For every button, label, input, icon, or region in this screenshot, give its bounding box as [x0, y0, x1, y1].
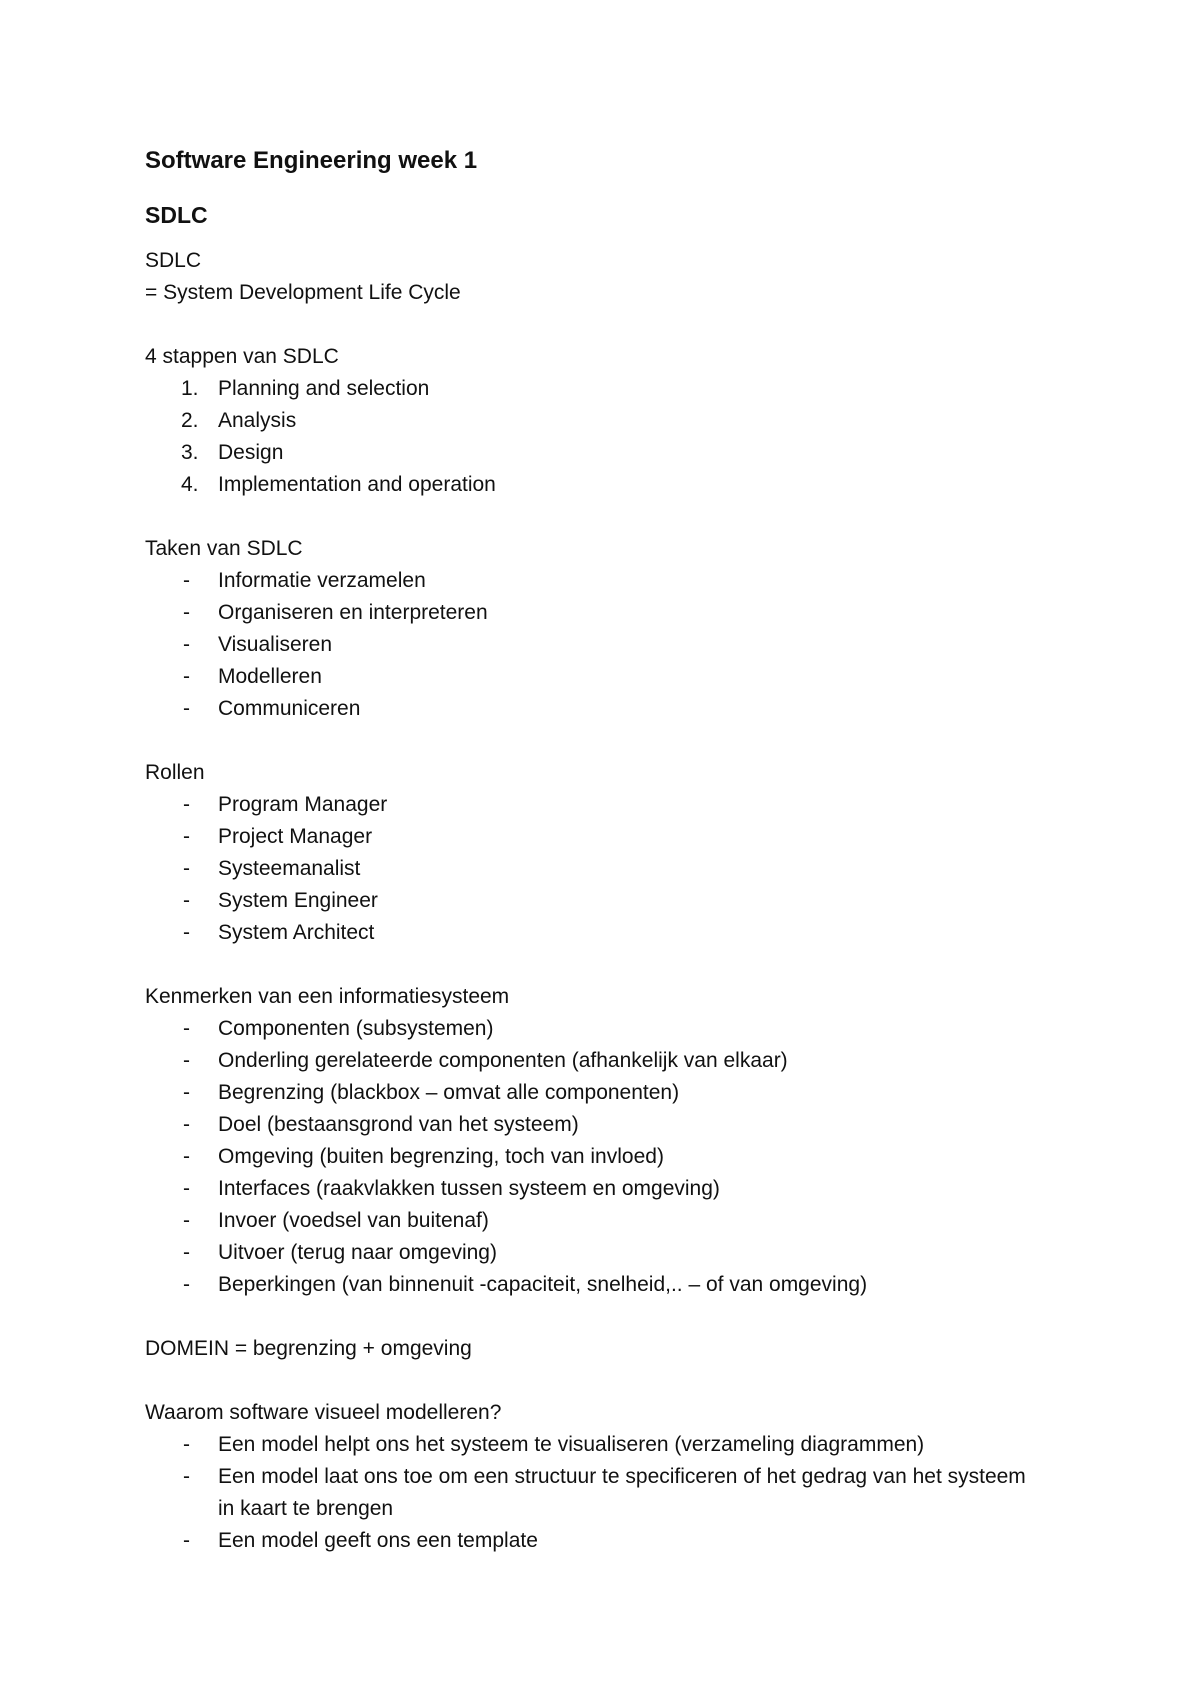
list-item-text: Visualiseren: [218, 633, 333, 656]
list-marker: -: [183, 857, 190, 880]
list-item: [145, 1525, 1045, 1557]
list-item: [145, 853, 1045, 885]
list-item: [145, 917, 1045, 949]
characteristics-heading: Kenmerken van een informatiesysteem: [145, 985, 510, 1008]
list-item-text: Informatie verzamelen: [218, 569, 426, 592]
list-item: [145, 789, 1045, 821]
list-marker: -: [183, 1177, 190, 1200]
list-marker: -: [183, 825, 190, 848]
list-item: [145, 1077, 1045, 1109]
spacer: [145, 1301, 1045, 1333]
list-item: [145, 597, 1045, 629]
list-marker: -: [183, 1465, 190, 1488]
list-item-text: Omgeving (buiten begrenzing, toch van invloed): [218, 1145, 664, 1168]
list-marker: -: [183, 1241, 190, 1264]
list-marker: 3.: [181, 441, 199, 464]
list-item: [145, 405, 1045, 437]
list-marker: -: [183, 665, 190, 688]
list-item-text: Project Manager: [218, 825, 373, 848]
tasks-heading: Taken van SDLC: [145, 537, 303, 560]
list-marker: -: [183, 1145, 190, 1168]
list-item-text: Implementation and operation: [218, 473, 496, 496]
list-marker: 1.: [181, 377, 199, 400]
list-item: [145, 1237, 1045, 1269]
section-heading-sdlc: SDLC: [145, 202, 208, 228]
list-item-text: Systeemanalist: [218, 857, 361, 880]
roles-list: [145, 789, 1045, 949]
list-marker: -: [183, 697, 190, 720]
list-marker: -: [183, 889, 190, 912]
list-item-text: Invoer (voedsel van buitenaf): [218, 1209, 489, 1232]
list-item-text: Een model laat ons toe om een structuur te specificeren of het gedrag van het systeem in kaart te brengen: [218, 1465, 1026, 1520]
list-item: [145, 661, 1045, 693]
list-item: [145, 1013, 1045, 1045]
spacer: [145, 949, 1045, 981]
list-marker: -: [183, 1049, 190, 1072]
list-item-text: Planning and selection: [218, 377, 430, 400]
list-item: [145, 821, 1045, 853]
list-marker: -: [183, 633, 190, 656]
document-title: Software Engineering week 1: [145, 147, 478, 174]
spacer: [145, 1365, 1045, 1397]
list-item-text: Een model helpt ons het systeem te visualiseren (verzameling diagrammen): [218, 1433, 925, 1456]
list-item: [145, 1109, 1045, 1141]
list-item-text: Analysis: [218, 409, 297, 432]
list-item: [145, 1173, 1045, 1205]
list-item: [145, 1045, 1045, 1077]
list-marker: -: [183, 1017, 190, 1040]
list-item-text: Modelleren: [218, 665, 322, 688]
list-item: [145, 469, 1045, 501]
list-marker: -: [183, 1081, 190, 1104]
list-marker: -: [183, 921, 190, 944]
list-item-text: System Architect: [218, 921, 375, 944]
list-item: [145, 437, 1045, 469]
list-item-text: Communiceren: [218, 697, 361, 720]
list-item-text: Een model geeft ons een template: [218, 1529, 538, 1552]
spacer: [145, 501, 1045, 533]
sdlc-term: SDLC: [145, 249, 202, 272]
list-marker: -: [183, 1209, 190, 1232]
list-marker: 2.: [181, 409, 199, 432]
list-item: [145, 885, 1045, 917]
list-item: [145, 693, 1045, 725]
list-item: [145, 629, 1045, 661]
list-item-text: Onderling gerelateerde componenten (afhankelijk van elkaar): [218, 1049, 788, 1072]
list-item: [145, 1461, 1045, 1525]
spacer: [145, 309, 1045, 341]
list-item: [145, 1205, 1045, 1237]
tasks-list: [145, 565, 1045, 725]
list-item-text: Doel (bestaansgrond van het systeem): [218, 1113, 579, 1136]
list-item: [145, 1141, 1045, 1173]
list-marker: -: [183, 793, 190, 816]
list-item-text: Componenten (subsystemen): [218, 1017, 494, 1040]
sdlc-definition: = System Development Life Cycle: [145, 281, 461, 304]
list-marker: -: [183, 601, 190, 624]
list-marker: 4.: [181, 473, 199, 496]
roles-heading: Rollen: [145, 761, 205, 784]
list-marker: -: [183, 1113, 190, 1136]
list-marker: -: [183, 1273, 190, 1296]
document-page: [145, 145, 1045, 1557]
list-marker: -: [183, 1529, 190, 1552]
list-item: [145, 565, 1045, 597]
list-item: [145, 1269, 1045, 1301]
steps-list: [145, 373, 1045, 501]
list-item-text: Design: [218, 441, 284, 464]
list-item-text: Uitvoer (terug naar omgeving): [218, 1241, 497, 1264]
list-item: [145, 1429, 1045, 1461]
steps-heading: 4 stappen van SDLC: [145, 345, 339, 368]
domain-definition: DOMEIN = begrenzing + omgeving: [145, 1337, 472, 1360]
list-marker: -: [183, 569, 190, 592]
list-item-text: Interfaces (raakvlakken tussen systeem en omgeving): [218, 1177, 720, 1200]
modelling-list: [145, 1429, 1045, 1557]
modelling-heading: Waarom software visueel modelleren?: [145, 1401, 502, 1424]
list-item-text: Organiseren en interpreteren: [218, 601, 488, 624]
list-item-text: Program Manager: [218, 793, 388, 816]
spacer: [145, 725, 1045, 757]
list-item-text: Begrenzing (blackbox – omvat alle componenten): [218, 1081, 680, 1104]
list-marker: -: [183, 1433, 190, 1456]
characteristics-list: [145, 1013, 1045, 1301]
list-item-text: System Engineer: [218, 889, 378, 912]
list-item-text: Beperkingen (van binnenuit -capaciteit, snelheid,.. – of van omgeving): [218, 1273, 868, 1296]
list-item: [145, 373, 1045, 405]
